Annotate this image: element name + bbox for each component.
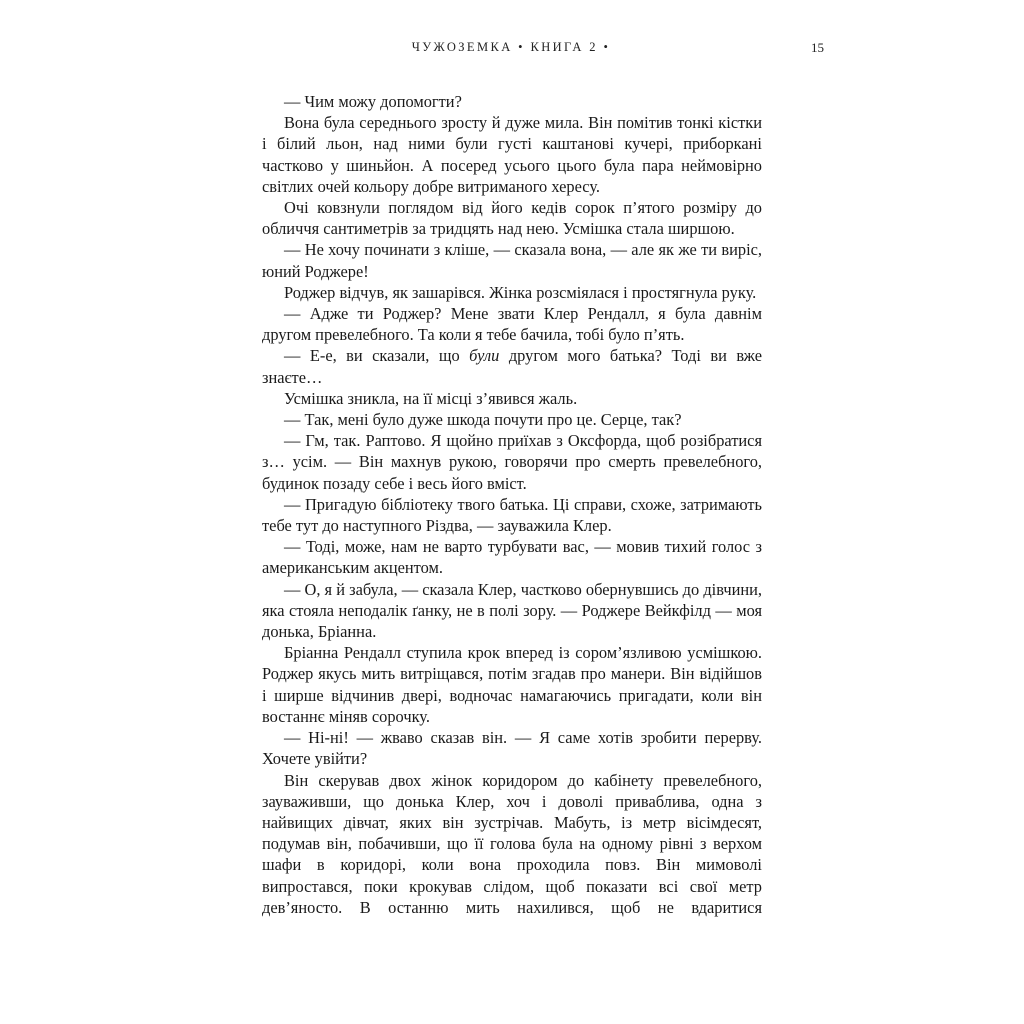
paragraph-text: — Ні-ні! — жваво сказав він. — Я саме хотів зробити перерву. Хочете увійти?: [262, 728, 762, 769]
paragraph: [262, 388, 762, 409]
paragraph: [262, 239, 762, 281]
paragraph: [262, 770, 762, 918]
paragraph-text: Усмішка зникла, на її місці з’явився жаль.: [284, 388, 578, 408]
paragraph-text: — Так, мені було дуже шкода почути про це. Серце, так?: [284, 410, 682, 430]
paragraph: [262, 642, 762, 727]
paragraph-text: — Е-е, ви сказали, що: [284, 346, 470, 366]
paragraph: [262, 303, 762, 345]
paragraph: [262, 409, 762, 430]
paragraph-text: — Адже ти Роджер? Мене звати Клер Рендалл, я була давнім другом превелебного. Та коли я тебе бачила, тобі було п’ять.: [262, 304, 762, 345]
paragraph: [262, 494, 762, 536]
paragraph-text: — Не хочу починати з кліше, — сказала вона, — але як же ти виріс, юний Роджере!: [262, 240, 762, 281]
paragraph: [262, 282, 762, 303]
paragraph-text: Він скерував двох жінок коридором до кабінету превелебного, зауваживши, що донька Клер, хоч і доволі приваблива, одна з найвищих дівчат, яких він зустрічав. Мабуть, із метр вісімдесят, подумав він, побачивши, що її голова була на одному рівні з верхом шафи в коридорі, коли вона проходила повз. Він мимоволі випростався, поки крокував слідом, щоб показати всі свої метр дев’яносто. В останню мить нахилився, щоб не вдаритися: [262, 770, 762, 917]
paragraph-text: Вона була середнього зросту й дуже мила. Він помітив тонкі кістки і білий льон, над ними були густі каштанові кучері, приборкані частково у шиньйон. А посеред усього цього була пара неймовірно світлих очей кольору добре витриманого хересу.: [262, 113, 762, 196]
paragraph-text: Очі ковзнули поглядом від його кедів сорок п’ятого розміру до обличчя сантиметрів за тридцять над нею. Усмішка стала ширшою.: [262, 198, 762, 239]
paragraph-text: другом мого батька? Тоді ви вже знаєте…: [262, 346, 762, 387]
paragraph: [262, 727, 762, 769]
paragraph: [262, 579, 762, 643]
paragraph-text: — Пригадую бібліотеку твого батька. Ці справи, схоже, затримають тебе тут до наступного Різдва, — зауважила Клер.: [262, 494, 762, 536]
paragraph: [262, 345, 762, 387]
running-head: ЧУЖОЗЕМКА • КНИГА 2 •: [411, 40, 611, 54]
paragraph: [262, 536, 762, 578]
paragraph: [262, 430, 762, 494]
paragraph: [262, 197, 762, 239]
paragraph-text: Роджер відчув, як зашарівся. Жінка розсміялася і простягнула руку.: [284, 282, 757, 302]
italic-text: були: [469, 346, 500, 366]
page-number: 15: [811, 40, 824, 55]
paragraph-text: — О, я й забула, — сказала Клер, частково обернувшись до дівчини, яка стояла неподалік ґанку, не в полі зору. — Роджере Вейкфілд — моя донька, Бріанна.: [262, 579, 762, 642]
paragraph-text: — Гм, так. Раптово. Я щойно приїхав з Оксфорда, щоб розібратися з… усім. — Він махнув рукою, говорячи про смерть превелебного, будинок позаду себе і весь його вміст.: [262, 431, 762, 493]
paragraph: [262, 112, 762, 197]
paragraph-text: — Чим можу допомогти?: [284, 92, 462, 111]
paragraph-text: Бріанна Рендалл ступила крок вперед із сором’язливою усмішкою. Роджер якусь мить витріщався, потім згадав про манери. Він відійшов і ширше відчинив двері, водночас намагаючись пригадати, коли він востаннє міняв сорочку.: [262, 643, 762, 726]
body-text: [262, 91, 762, 918]
paragraph: [262, 91, 762, 112]
paragraph-text: — Тоді, може, нам не варто турбувати вас, — мовив тихий голос з американським акцентом.: [262, 537, 762, 578]
